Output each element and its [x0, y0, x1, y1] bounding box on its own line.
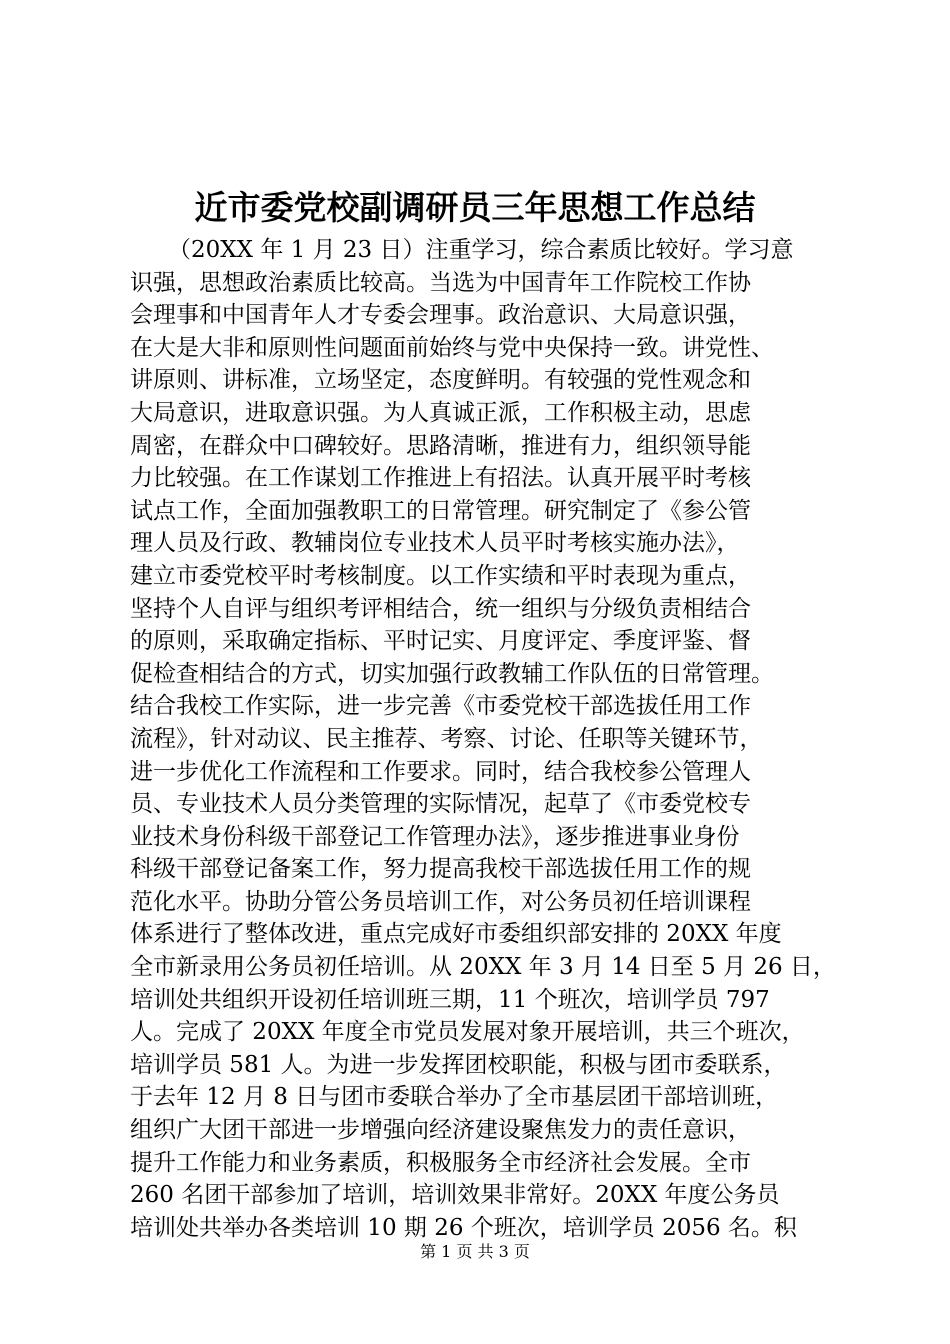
body-line: 于去年 12 月 8 日与团市委联合举办了全市基层团干部培训班， [130, 1084, 779, 1111]
body-line: 培训处共组织开设初任培训班三期，11 个班次，培训学员 797 [130, 986, 770, 1013]
body-line: 培训处共举办各类培训 10 期 26 个班次，培训学员 2056 名。积 [130, 1214, 797, 1241]
body-line: 在大是大非和原则性问题面前始终与党中央保持一致。讲党性、 [130, 334, 774, 361]
body-line: 范化水平。协助分管公务员培训工作，对公务员初任培训课程 [130, 888, 751, 915]
body-line: 的原则，采取确定指标、平时记实、月度评定、季度评鉴、督 [130, 628, 751, 655]
body-line: 进一步优化工作流程和工作要求。同时，结合我校参公管理人 [130, 758, 751, 785]
body-line: 讲原则、讲标准，立场坚定，态度鲜明。有较强的党性观念和 [130, 367, 751, 394]
document-title: 近市委党校副调研员三年思想工作总结 [194, 188, 756, 227]
body-line: 业技术身份科级干部登记工作管理办法》，逐步推进事业身份 [130, 823, 740, 850]
body-line: 建立市委党校平时考核制度。以工作实绩和平时表现为重点， [130, 562, 751, 589]
body-line: 组织广大团干部进一步增强向经济建设聚焦发力的责任意识， [130, 1117, 751, 1144]
body-line: 理人员及行政、教辅岗位专业技术人员平时考核实施办法》， [130, 530, 740, 557]
body-line: 全市新录用公务员初任培训。从 20XX 年 3 月 14 日至 5 月 26 日， [130, 954, 836, 981]
body-line: 促检查相结合的方式，切实加强行政教辅工作队伍的日常管理。 [130, 660, 774, 687]
body-line: 提升工作能力和业务素质，积极服务全市经济社会发展。全市 [130, 1149, 751, 1176]
body-line: 力比较强。在工作谋划工作推进上有招法。认真开展平时考核 [130, 465, 751, 492]
body-line: 结合我校工作实际，进一步完善《市委党校干部选拔任用工作 [130, 693, 751, 720]
body-line: 会理事和中国青年人才专委会理事。政治意识、大局意识强， [130, 302, 751, 329]
body-line: 260 名团干部参加了培训，培训效果非常好。20XX 年度公务员 [130, 1182, 780, 1209]
document-body [130, 234, 836, 1244]
body-line: 流程》，针对动议、民主推荐、考察、讨论、任职等关键环节， [130, 725, 763, 752]
body-line: 周密，在群众中口碑较好。思路清晰，推进有力，组织领导能 [130, 432, 751, 459]
body-line: 试点工作，全面加强教职工的日常管理。研究制定了《参公管 [130, 497, 751, 524]
body-line: 识强，思想政治素质比较高。当选为中国青年工作院校工作协 [130, 269, 751, 296]
page-footer: 第 1 页 共 3 页 [420, 1242, 530, 1261]
body-line: （20XX 年 1 月 23 日）注重学习，综合素质比较好。学习意 [168, 237, 794, 263]
body-line: 大局意识，进取意识强。为人真诚正派，工作积极主动，思虑 [130, 399, 751, 426]
body-line: 坚持个人自评与组织考评相结合，统一组织与分级负责相结合 [130, 595, 751, 622]
body-line: 培训学员 581 人。为进一步发挥团校职能，积极与团市委联系， [130, 1051, 787, 1078]
body-line: 人。完成了 20XX 年度全市党员发展对象开展培训，共三个班次， [130, 1019, 805, 1046]
body-line: 员、专业技术人员分类管理的实际情况，起草了《市委党校专 [130, 791, 751, 818]
body-line: 科级干部登记备案工作，努力提高我校干部选拔任用工作的规 [130, 856, 751, 883]
body-line: 体系进行了整体改进，重点完成好市委组织部安排的 20XX 年度 [130, 921, 782, 948]
